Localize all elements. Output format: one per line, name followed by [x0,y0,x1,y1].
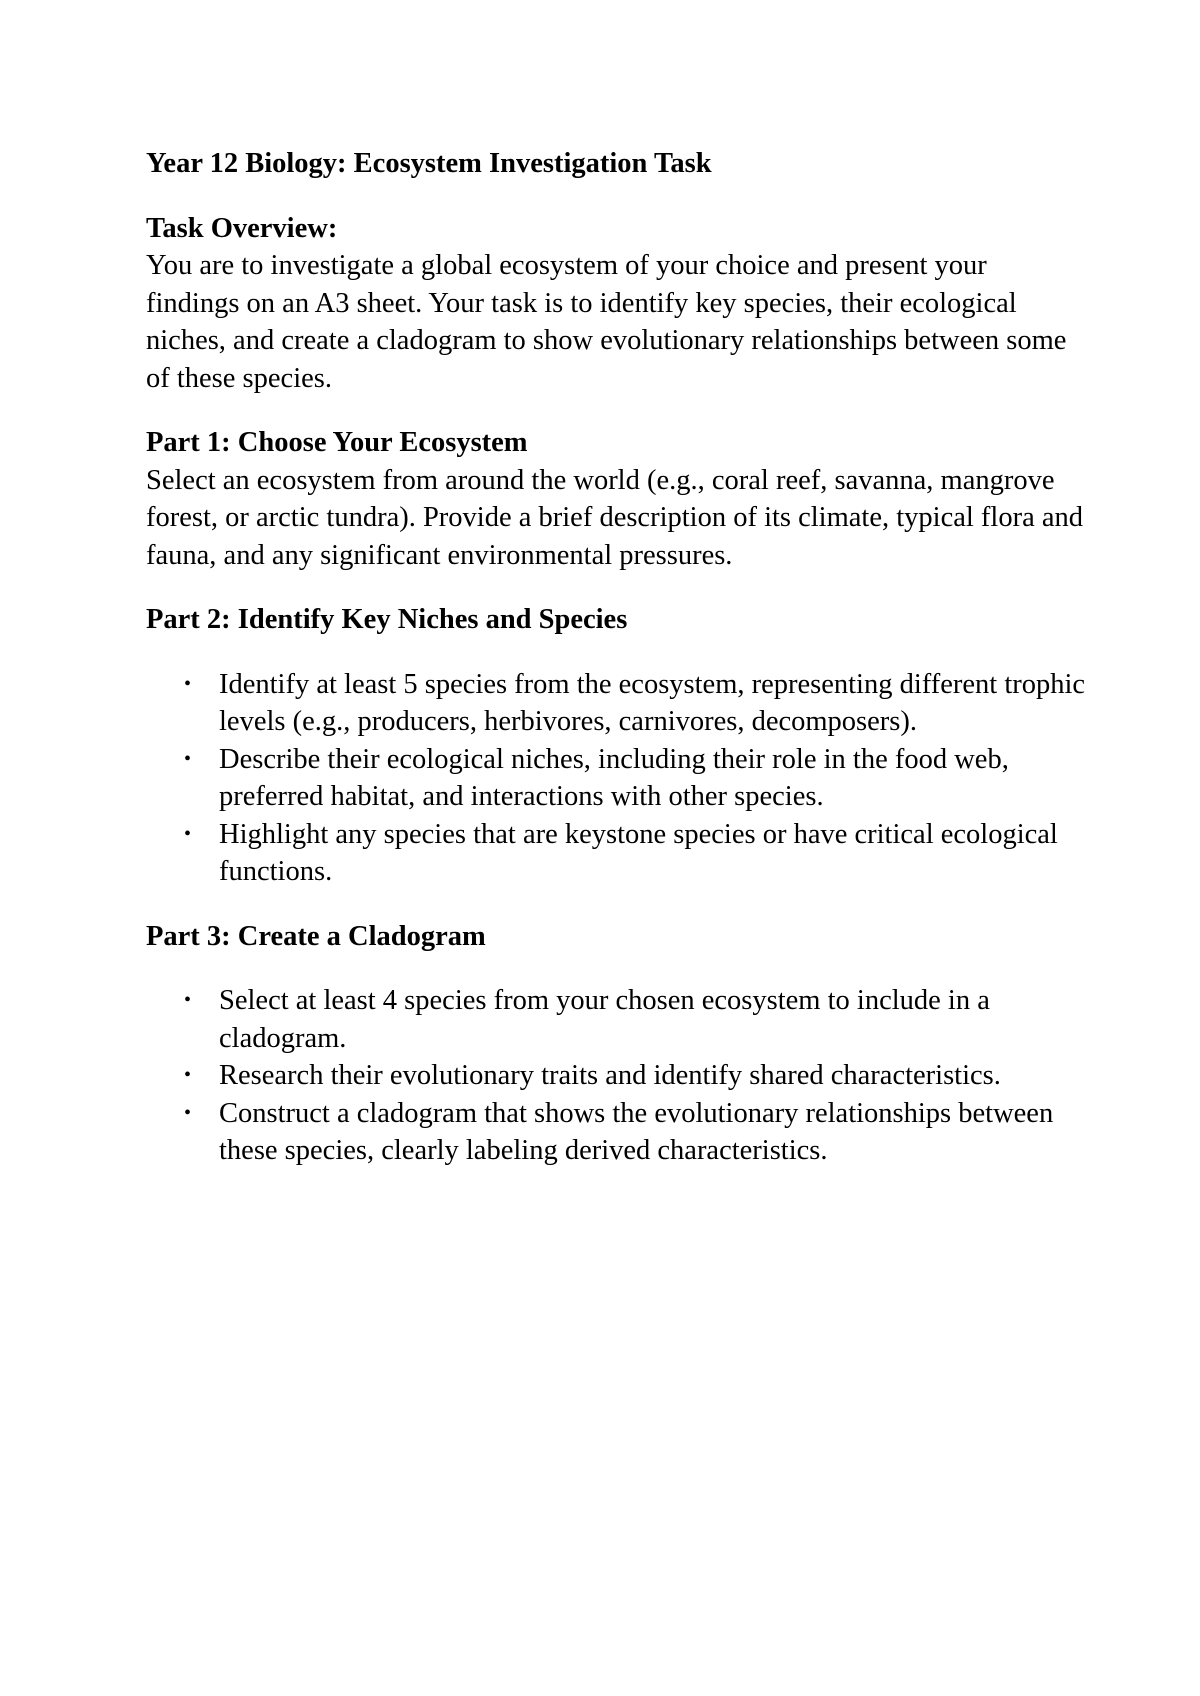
bullet-icon: • [184,672,192,695]
task-overview-heading: Task Overview: [146,212,338,244]
part2-bullet-list [146,666,1086,891]
list-item-text: Research their evolutionary traits and identify shared characteristics. [219,1060,1001,1091]
list-item-text: Identify at least 5 species from the ecosystem, representing different trophic levels (e.g., producers, herbivores, carnivores, decomposers). [219,668,1086,737]
list-item-text: Highlight any species that are keystone species or have critical ecological functions. [219,818,1058,887]
document-page [146,145,1086,1197]
list-item-text: Select at least 4 species from your chosen ecosystem to include in a cladogram. [219,985,990,1054]
list-item [146,666,1086,741]
list-item [146,741,1086,816]
part2-heading: Part 2: Identify Key Niches and Species [146,604,628,635]
bullet-icon: • [184,1101,192,1124]
task-overview-text: You are to investigate a global ecosystem of your choice and present your findings on an A3 sheet. Your task is to identify key species, their ecological niches, and create a cladogram to show evolutionary relationships between some of these species. [146,250,1067,394]
list-item [146,1057,1086,1095]
list-item [146,982,1086,1057]
part3-bullet-list [146,982,1086,1170]
document-title: Year 12 Biology: Ecosystem Investigation Task [146,148,712,179]
list-item-text: Describe their ecological niches, including their role in the food web, preferred habitat, and interactions with other species. [219,743,1009,812]
part1-heading: Part 1: Choose Your Ecosystem [146,427,528,458]
list-item-text: Construct a cladogram that shows the evolutionary relationships between these species, clearly labeling derived characteristics. [219,1097,1054,1166]
list-item [146,1095,1086,1170]
list-item [146,816,1086,891]
bullet-icon: • [184,747,192,770]
bullet-icon: • [184,989,192,1011]
part3-heading: Part 3: Create a Cladogram [146,920,486,952]
bullet-icon: • [184,822,192,845]
part1-text: Select an ecosystem from around the world (e.g., coral reef, savanna, mangrove forest, or arctic tundra). Provide a brief description of its climate, typical flora and fauna, and any significant environmental pressures. [146,464,1083,571]
bullet-icon: • [184,1064,192,1086]
